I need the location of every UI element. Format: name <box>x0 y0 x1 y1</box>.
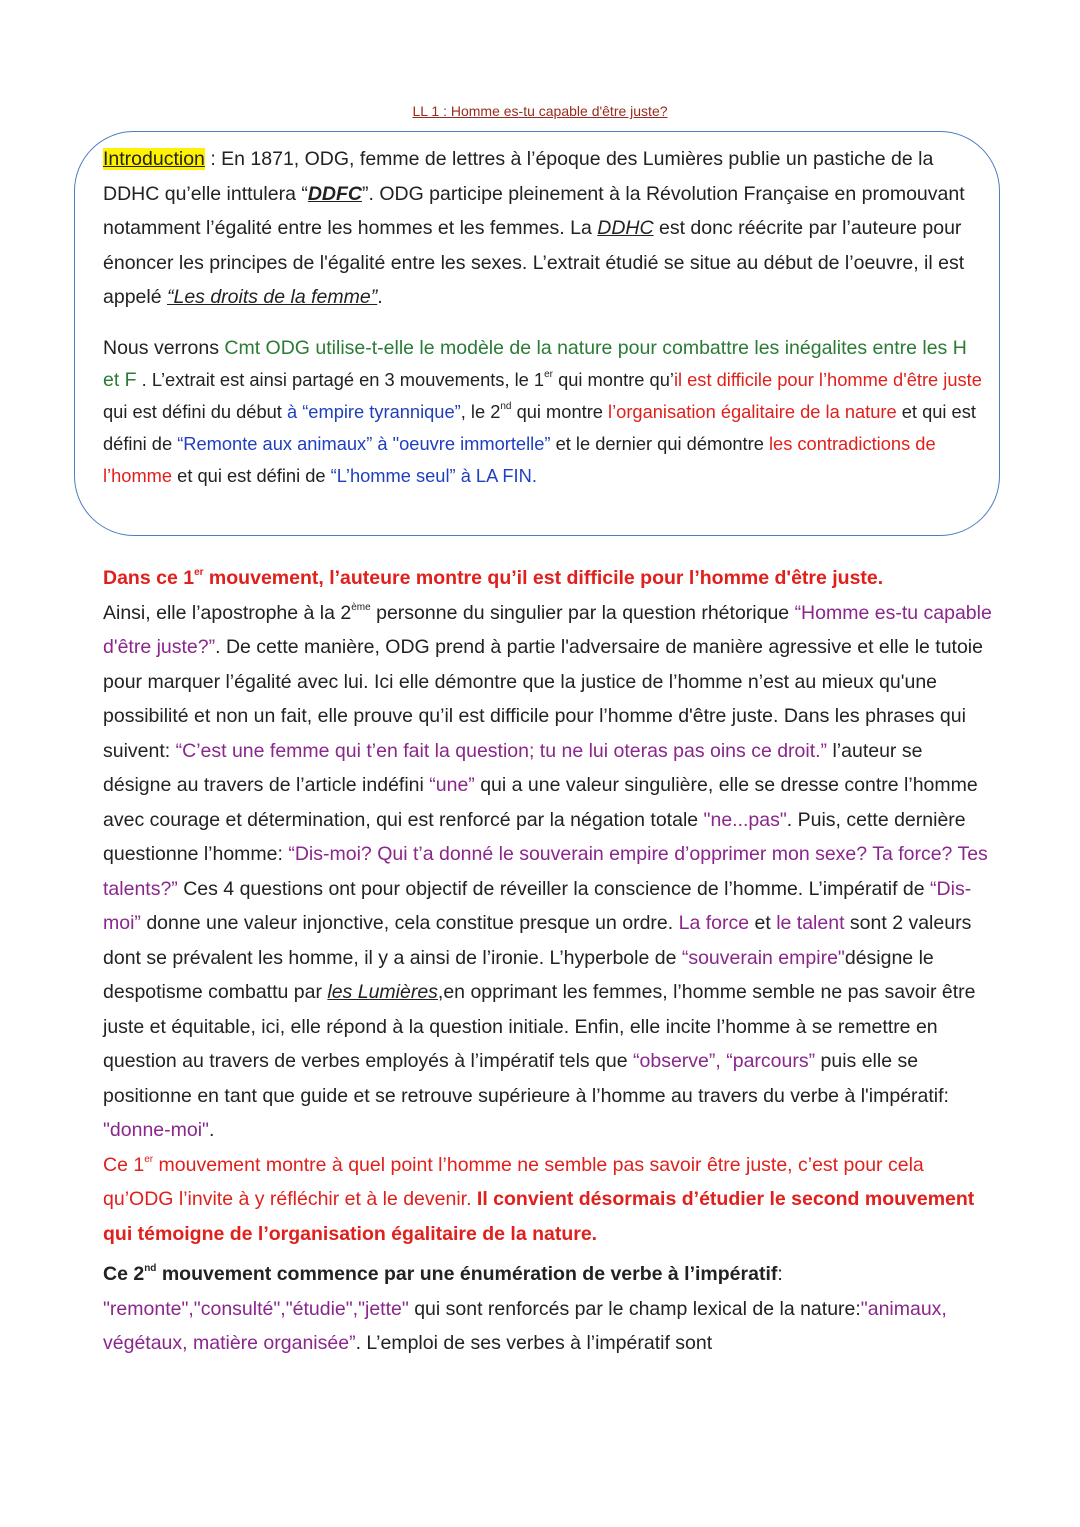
quote: “C’est une femme qui t’en fait la question; tu ne lui oteras pas oins ce droit.” <box>175 739 828 762</box>
problematic-question: Cmt ODG utilise-t-elle le modèle de la nature pour combattre les inégalites entre les H et F <box>103 337 967 391</box>
quote: “souverain empire" <box>681 946 845 969</box>
ddfc-term: DDFC <box>307 182 362 205</box>
quote: “observe”, “parcours” <box>633 1050 816 1072</box>
movement-1-heading: Dans ce 1er mouvement, l’auteure montre qu’il est difficile pour l’homme d'être juste. <box>103 567 884 589</box>
analysis-body <box>103 561 993 1361</box>
lumieres-term: les Lumières <box>327 981 438 1003</box>
movement-3-theme: les contradictions de l’homme <box>103 433 936 486</box>
ddhc-term: DDHC <box>597 217 654 239</box>
quote: "animaux, végétaux, matière organisée” <box>103 1297 947 1354</box>
movement-2-analysis: "remonte","consulté","étudie","jette" qui sont renforcés par le champ lexical de la nature:"animaux, végétaux, matière organisée”. L’emploi de ses verbes à l’impératif sont <box>103 1297 947 1354</box>
movement-1-theme: il est difficile pour l’homme d'être juste <box>673 369 982 390</box>
introduction-label: Introduction <box>103 148 205 170</box>
movement-2-range: “Remonte aux animaux” à "oeuvre immortelle” <box>177 433 551 454</box>
movement-1-conclusion: Ce 1er mouvement montre à quel point l’homme ne semble pas savoir être juste, c’est pour cela qu’ODG l’invite à y réfléchir et à le devenir. Il convient désormais d’étudier le second mouvement qui témoigne de l’organisation égalitaire de la nature. <box>103 1153 975 1245</box>
movement-2-theme: l’organisation égalitaire de la nature <box>608 401 897 422</box>
quote: "remonte","consulté","étudie","jette" <box>103 1297 409 1320</box>
movement-3-range: “L’homme seul” à LA FIN <box>330 465 532 486</box>
movement-1-analysis: Ainsi, elle l’apostrophe à la 2ème personne du singulier par la question rhétorique “Homme es-tu capable d'être juste?”. De cette manière, ODG prend à partie l'adversaire de manière agressive et elle le tutoie pour marquer l’égalité avec lui. Ici elle démontre que la justice de l’homme n’est au mieux qu'une possibilité et non un fait, elle prouve qu’il est difficile pour l’homme d'être juste. Dans les phrases qui suivent: “C’est une femme qui t’en fait la question; tu ne lui oteras pas oins ce droit.” l’auteur se désigne au travers de l’article indéfini “une” qui a une valeur singulière, elle se dresse contre l’homme avec courage et détermination, qui est renforcé par la négation totale "ne...pas". Puis, cette dernière questionne l’homme: “Dis-moi? Qui t’a donné le souverain empire d’opprimer mon sexe? Ta force? Tes talents?” Ces 4 questions ont pour objectif de réveiller la conscience de l’homme. L’impératif de “Dis-moi” donne une valeur injonctive, cela constitue presque un ordre. La force et le talent sont 2 valeurs dont se prévalent les homme, il y a ainsi de l’ironie. L’hyperbole de “souverain empire"désigne le despotisme combattu par les Lumières,en opprimant les femmes, l’homme semble ne pas savoir être juste et équitable, ici, elle répond à la question initiale. Enfin, elle incite l’homme à se remettre en question au travers de verbes employés à l’impératif tels que “observe”, “parcours” puis elle se positionne en tant que guide et se retrouve supérieure à l’homme au travers du verbe à l'impératif: "donne-moi". <box>103 601 992 1141</box>
quote: le talent <box>776 912 845 934</box>
introduction-paragraph: Introduction : En 1871, ODG, femme de lettres à l’époque des Lumières publie un pastiche de la DDHC qu’elle inttulera “DDFC”. ODG participe pleinement à la Révolution Française en promouvant notamment l’égalité entre les hommes et les femmes. La DDHC est donc réécrite par l’auteure pour énoncer les principes de l'égalité entre les sexes. L’extrait étudié se situe au début de l’oeuvre, il est appelé “Les droits de la femme”. <box>103 148 965 308</box>
quote: “Dis-moi? Qui t’a donné le souverain empire d’opprimer mon sexe? Ta force? Tes talents?” <box>103 843 988 900</box>
quote: “Homme es-tu capable d'être juste?” <box>103 601 992 658</box>
movement-2-heading: Ce 2nd mouvement commence par une énumération de verbe à l’impératif: <box>103 1263 783 1285</box>
quote: “Dis-moi” <box>103 877 972 934</box>
page-title: LL 1 : Homme es-tu capable d'être juste? <box>412 103 668 119</box>
movement-1-range: à “empire tyrannique” <box>286 401 461 422</box>
transition-sentence: Il convient désormais d’étudier le second mouvement qui témoigne de l’organisation égalitaire de la nature. <box>103 1188 975 1245</box>
extract-title: “Les droits de la femme” <box>166 286 378 308</box>
quote: "donne-moi" <box>103 1119 209 1141</box>
quote: La force <box>678 912 750 934</box>
quote: “une” <box>429 774 475 796</box>
problematic-paragraph: Nous verrons Cmt ODG utilise-t-elle le modèle de la nature pour combattre les inégalites entre les H et F . L’extrait est ainsi partagé en 3 mouvements, le 1er qui montre qu’il est difficile pour l’homme d'être juste qui est défini du début à “empire tyrannique”, le 2nd qui montre l’organisation égalitaire de la nature et qui est défini de “Remonte aux animaux” à "oeuvre immortelle” et le dernier qui démontre les contradictions de l’homme et qui est défini de “L’homme seul” à LA FIN. <box>103 337 982 486</box>
quote: "ne...pas" <box>703 808 787 831</box>
